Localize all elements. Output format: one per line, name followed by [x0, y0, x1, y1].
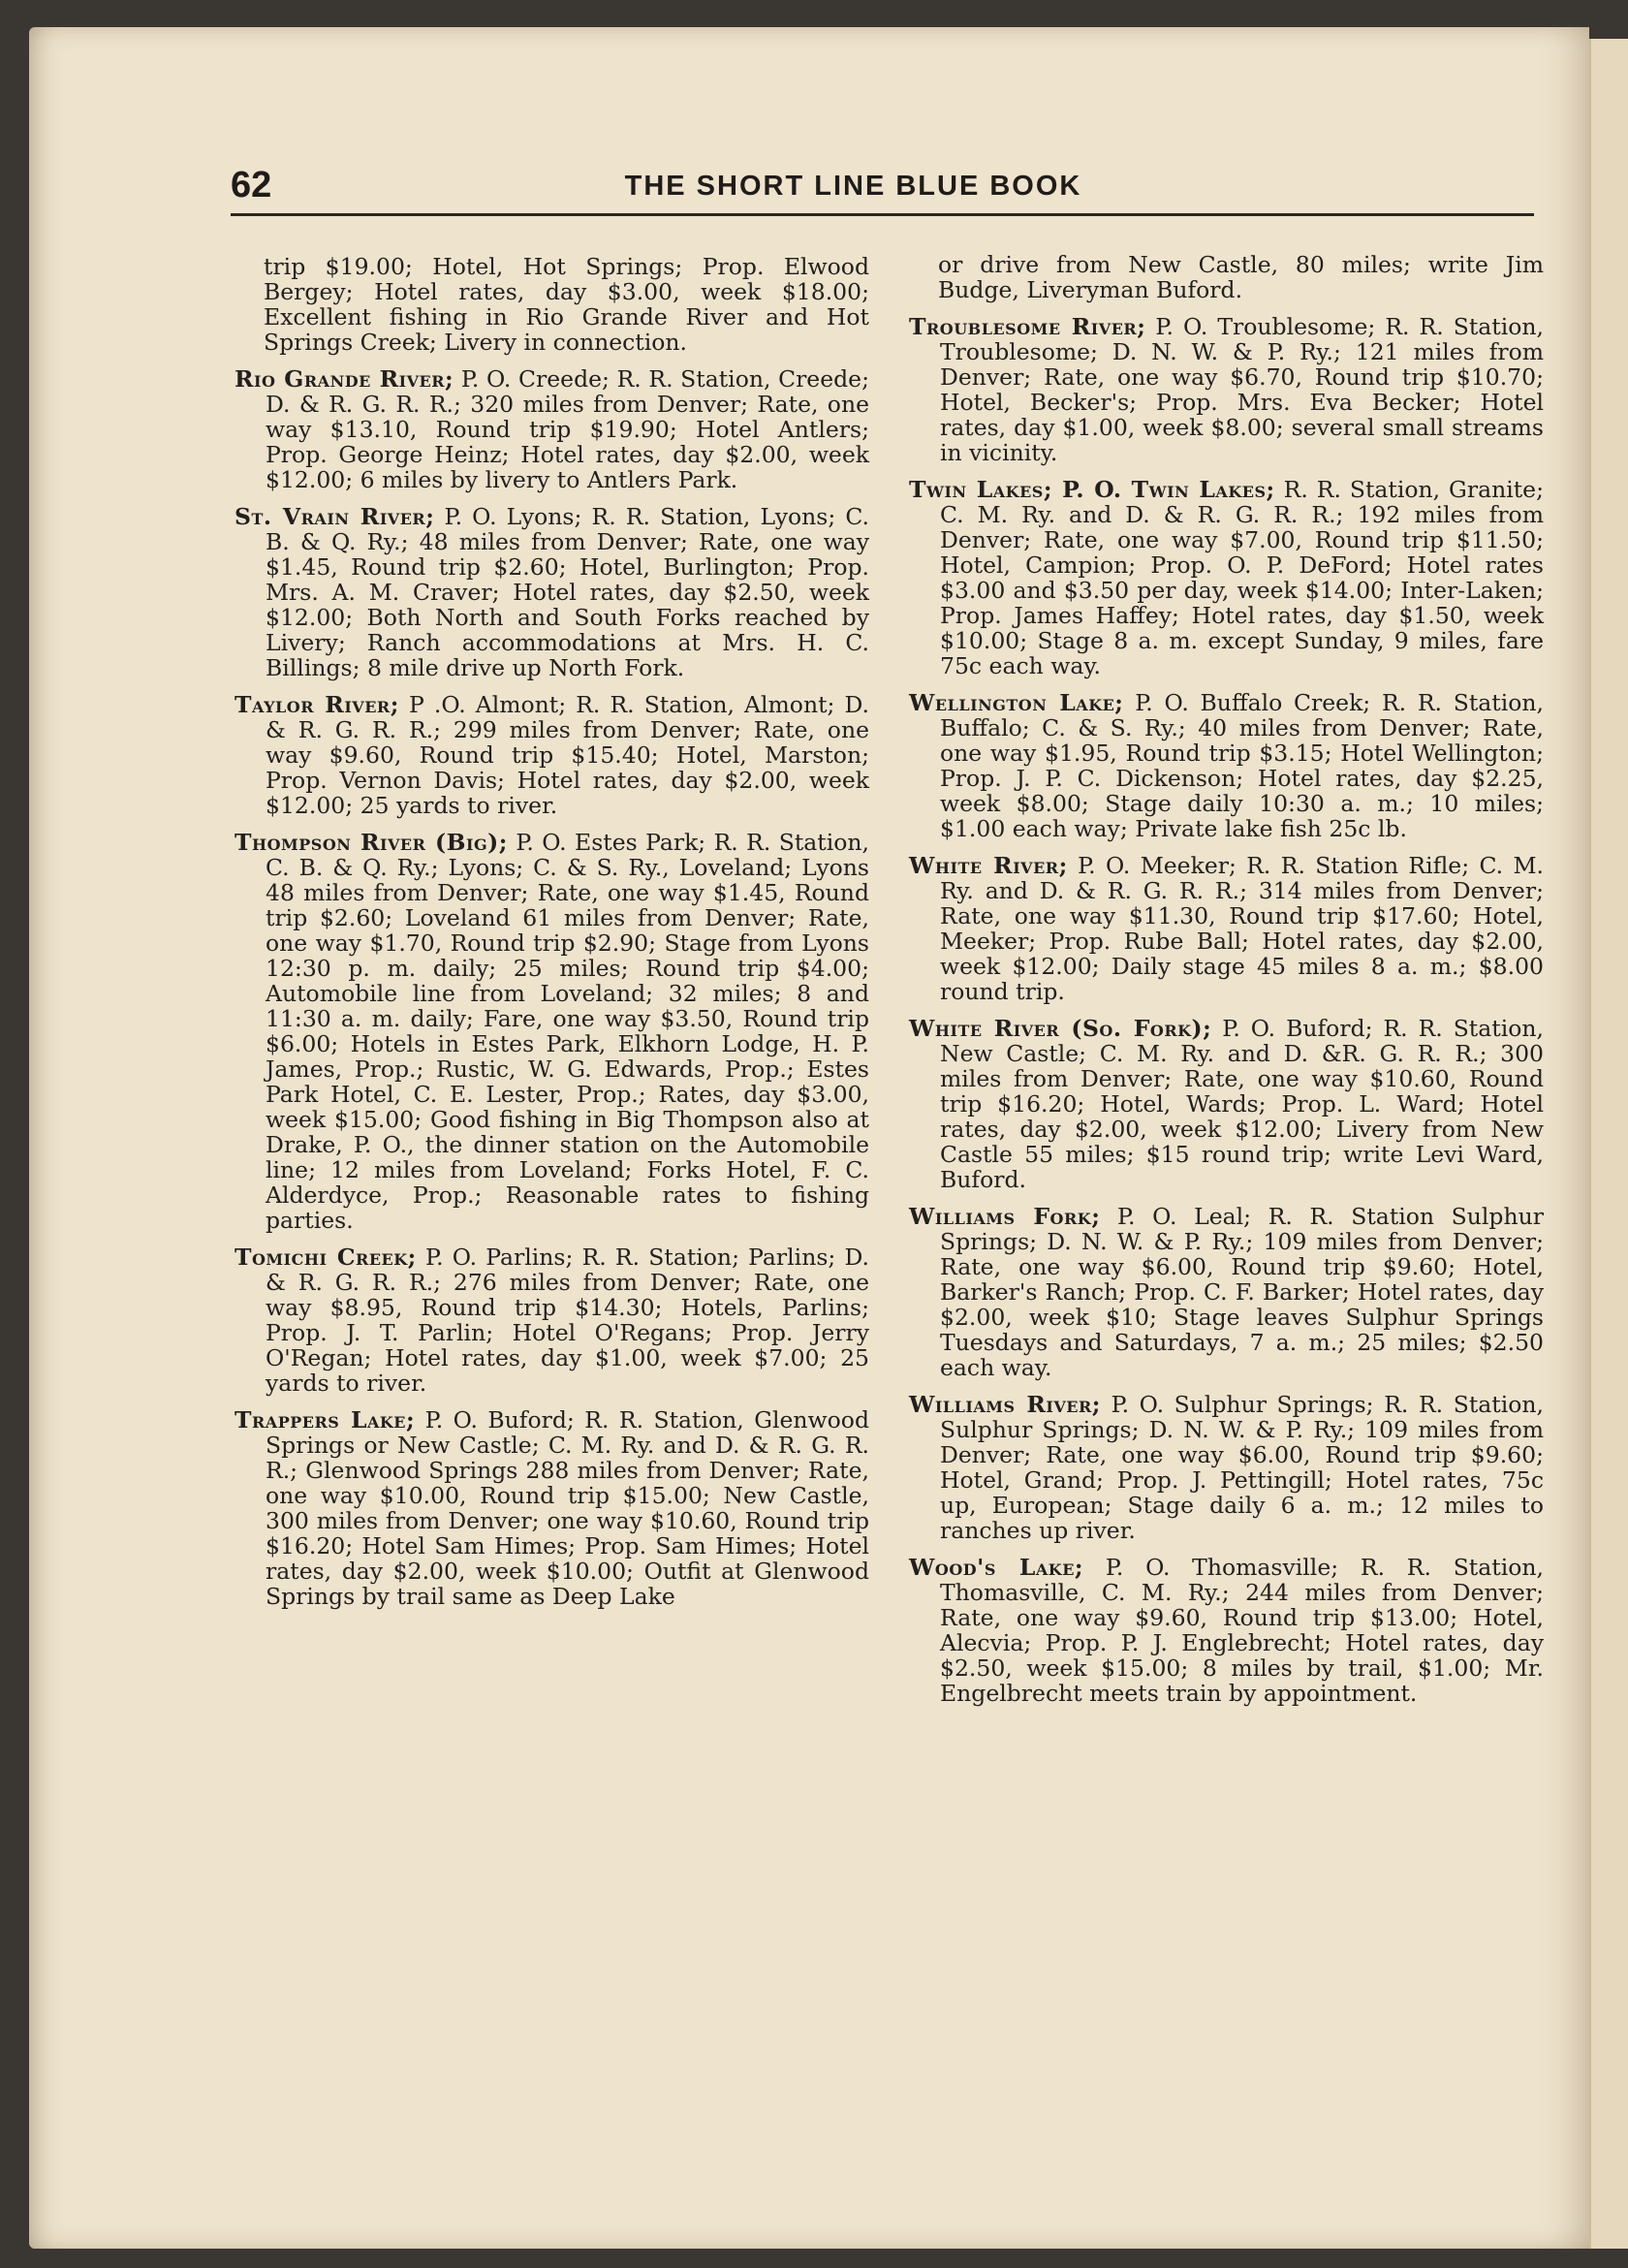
entry-name: Williams River; [909, 1391, 1101, 1418]
running-title: THE SHORT LINE BLUE BOOK [624, 171, 1082, 202]
list-item: Williams Fork; P. O. Leal; R. R. Station Sulphur Springs; D. N. W. & P. Ry.; 109 miles from Denver; Rate, one way $6.00, Round trip $9.60; Hotel, Barker's Ranch; Prop. C. F. Barker; Hotel rates, day $2.00, week $10; Stage leaves Sulphur Springs Tuesdays and Saturdays, 7 a. m.; 25 miles; $2.50 each way. [909, 1203, 1544, 1381]
list-item: Taylor River; P .O. Almont; R. R. Station, Almont; D. & R. G. R. R.; 299 miles from Denver; Rate, one way $9.60, Round trip $15.40; Hotel, Marston; Prop. Vernon Davis; Hotel rates, day $2.00, week $12.00; 25 yards to river. [235, 691, 869, 819]
left-column [235, 254, 869, 1621]
page-header [231, 163, 1534, 216]
list-item: White River; P. O. Meeker; R. R. Station Rifle; C. M. Ry. and D. & R. G. R. R.; 314 miles from Denver; Rate, one way $11.30, Round trip $17.60; Hotel, Meeker; Prop. Rube Ball; Hotel rates, day $2.00, week $12.00; Daily stage 45 miles 8 a. m.; $8.00 round trip. [909, 852, 1544, 1005]
list-item: or drive from New Castle, 80 miles; write Jim Budge, Liveryman Buford. [938, 251, 1544, 303]
list-item: Thompson River (Big); P. O. Estes Park; R. R. Station, C. B. & Q. Ry.; Lyons; C. & S. Ry., Loveland; Lyons 48 miles from Denver; Rate, one way $1.45, Round trip $2.60; Loveland 61 miles from Denver; Rate, one way $1.70, Round trip $2.90; Stage from Lyons 12:30 p. m. daily; 25 miles; Round trip $4.00; Automobile line from Loveland; 32 miles; 8 and 11:30 a. m. daily; Fare, one way $3.50, Round trip $6.00; Hotels in Estes Park, Elkhorn Lodge, H. P. James, Prop.; Rustic, W. G. Edwards, Prop.; Estes Park Hotel, C. E. Lester, Prop.; Rates, day $3.00, week $15.00; Good fishing in Big Thompson also at Drake, P. O., the dinner station on the Automobile line; 12 miles from Loveland; Forks Hotel, F. C. Alderdyce, Prop.; Reasonable rates to fishing parties. [235, 829, 870, 1234]
next-page-edge [1589, 39, 1628, 2249]
page-number: 62 [231, 165, 272, 205]
list-item: Troublesome River; P. O. Troublesome; R. R. Station, Troublesome; D. N. W. & P. Ry.; 121 miles from Denver; Rate, one way $6.70, Round trip $10.70; Hotel, Becker's; Prop. Mrs. Eva Becker; Hotel rates, day $1.00, week $8.00; several small streams in vicinity. [909, 313, 1544, 466]
entry-name: Taylor River; [235, 691, 399, 718]
entry-name: Tomichi Creek; [235, 1244, 417, 1271]
list-item: Rio Grande River; P. O. Creede; R. R. Station, Creede; D. & R. G. R. R.; 320 miles from Denver; Rate, one way $13.10, Round trip $19.90; Hotel Antlers; Prop. George Heinz; Hotel rates, day $2.00, week $12.00; 6 miles by livery to Antlers Park. [235, 365, 869, 493]
entry-name: Twin Lakes; P. O. Twin Lakes; [909, 476, 1275, 503]
entry-name: Troublesome River; [909, 313, 1146, 340]
list-item: trip $19.00; Hotel, Hot Springs; Prop. Elwood Bergey; Hotel rates, day $3.00, week $18.00; Excellent fishing in Rio Grande River and Hot Springs Creek; Livery in connection. [264, 253, 869, 356]
entry-name: White River (So. Fork); [909, 1015, 1212, 1042]
list-item: Trappers Lake; P. O. Buford; R. R. Station, Glenwood Springs or New Castle; C. M. Ry. and D. & R. G. R. R.; Glenwood Springs 288 miles from Denver; Rate, one way $10.00, Round trip $15.00; New Castle, 300 miles from Denver; one way $10.60, Round trip $16.20; Hotel Sam Himes; Prop. Sam Himes; Hotel rates, day $2.00, week $10.00; Outfit at Glenwood Springs by trail same as Deep Lake [235, 1406, 869, 1610]
entry-name: White River; [909, 852, 1068, 879]
entry-name: Rio Grande River; [235, 365, 454, 393]
entry-name: Wood's Lake; [909, 1554, 1084, 1581]
entry-name: Williams Fork; [909, 1203, 1101, 1230]
list-item: Tomichi Creek; P. O. Parlins; R. R. Station; Parlins; D. & R. G. R. R.; 276 miles from Denver; Rate, one way $8.95, Round trip $14.30; Hotels, Parlins; Prop. J. T. Parlin; Hotel O'Regans; Prop. Jerry O'Regan; Hotel rates, day $1.00, week $7.00; 25 yards to river. [235, 1244, 869, 1397]
list-item: Wellington Lake; P. O. Buffalo Creek; R. R. Station, Buffalo; C. & S. Ry.; 40 miles from Denver; Rate, one way $1.95, Round trip $3.15; Hotel Wellington; Prop. J. P. C. Dickenson; Hotel rates, day $2.25, week $8.00; Stage daily 10:30 a. m.; 10 miles; $1.00 each way; Private lake fish 25c lb. [909, 689, 1544, 842]
entry-name: Wellington Lake; [909, 689, 1124, 716]
list-item: White River (So. Fork); P. O. Buford; R. R. Station, New Castle; C. M. Ry. and D. &R. G. R. R.; 300 miles from Denver; Rate, one way $10.60, Round trip $16.20; Hotel, Wards; Prop. L. Ward; Hotel rates, day $2.00, week $12.00; Livery from New Castle 55 miles; $15 round trip; write Levi Ward, Buford. [909, 1015, 1544, 1193]
right-column [909, 252, 1544, 1717]
list-item: Williams River; P. O. Sulphur Springs; R. R. Station, Sulphur Springs; D. N. W. & P. Ry.; 109 miles from Denver; Rate, one way $6.00, Round trip $9.60; Hotel, Grand; Prop. J. Pettingill; Hotel rates, 75c up, European; Stage daily 6 a. m.; 12 miles to ranches up river. [909, 1391, 1544, 1544]
entry-name: St. Vrain River; [235, 503, 435, 530]
entry-name: Thompson River (Big); [235, 829, 508, 856]
list-item: Wood's Lake; P. O. Thomasville; R. R. Station, Thomasville, C. M. Ry.; 244 miles from Denver; Rate, one way $9.60, Round trip $13.00; Hotel, Alecvia; Prop. P. J. Englebrecht; Hotel rates, day $2.50, week $15.00; 8 miles by trail, $1.00; Mr. Engelbrecht meets train by appointment. [909, 1554, 1544, 1707]
entry-name: Trappers Lake; [235, 1406, 416, 1433]
list-item: St. Vrain River; P. O. Lyons; R. R. Station, Lyons; C. B. & Q. Ry.; 48 miles from Denver; Rate, one way $1.45, Round trip $2.60; Hotel, Burlington; Prop. Mrs. A. M. Craver; Hotel rates, day $2.50, week $12.00; Both North and South Forks reached by Livery; Ranch accommodations at Mrs. H. C. Billings; 8 mile drive up North Fork. [235, 503, 869, 681]
list-item: Twin Lakes; P. O. Twin Lakes; R. R. Station, Granite; C. M. Ry. and D. & R. G. R. R.; 192 miles from Denver; Rate, one way $7.00, Round trip $11.50; Hotel, Campion; Prop. O. P. DeFord; Hotel rates $3.00 and $3.50 per day, week $14.00; Inter-Laken; Prop. James Haffey; Hotel rates, day $1.50, week $10.00; Stage 8 a. m. except Sunday, 9 miles, fare 75c each way. [909, 476, 1544, 679]
